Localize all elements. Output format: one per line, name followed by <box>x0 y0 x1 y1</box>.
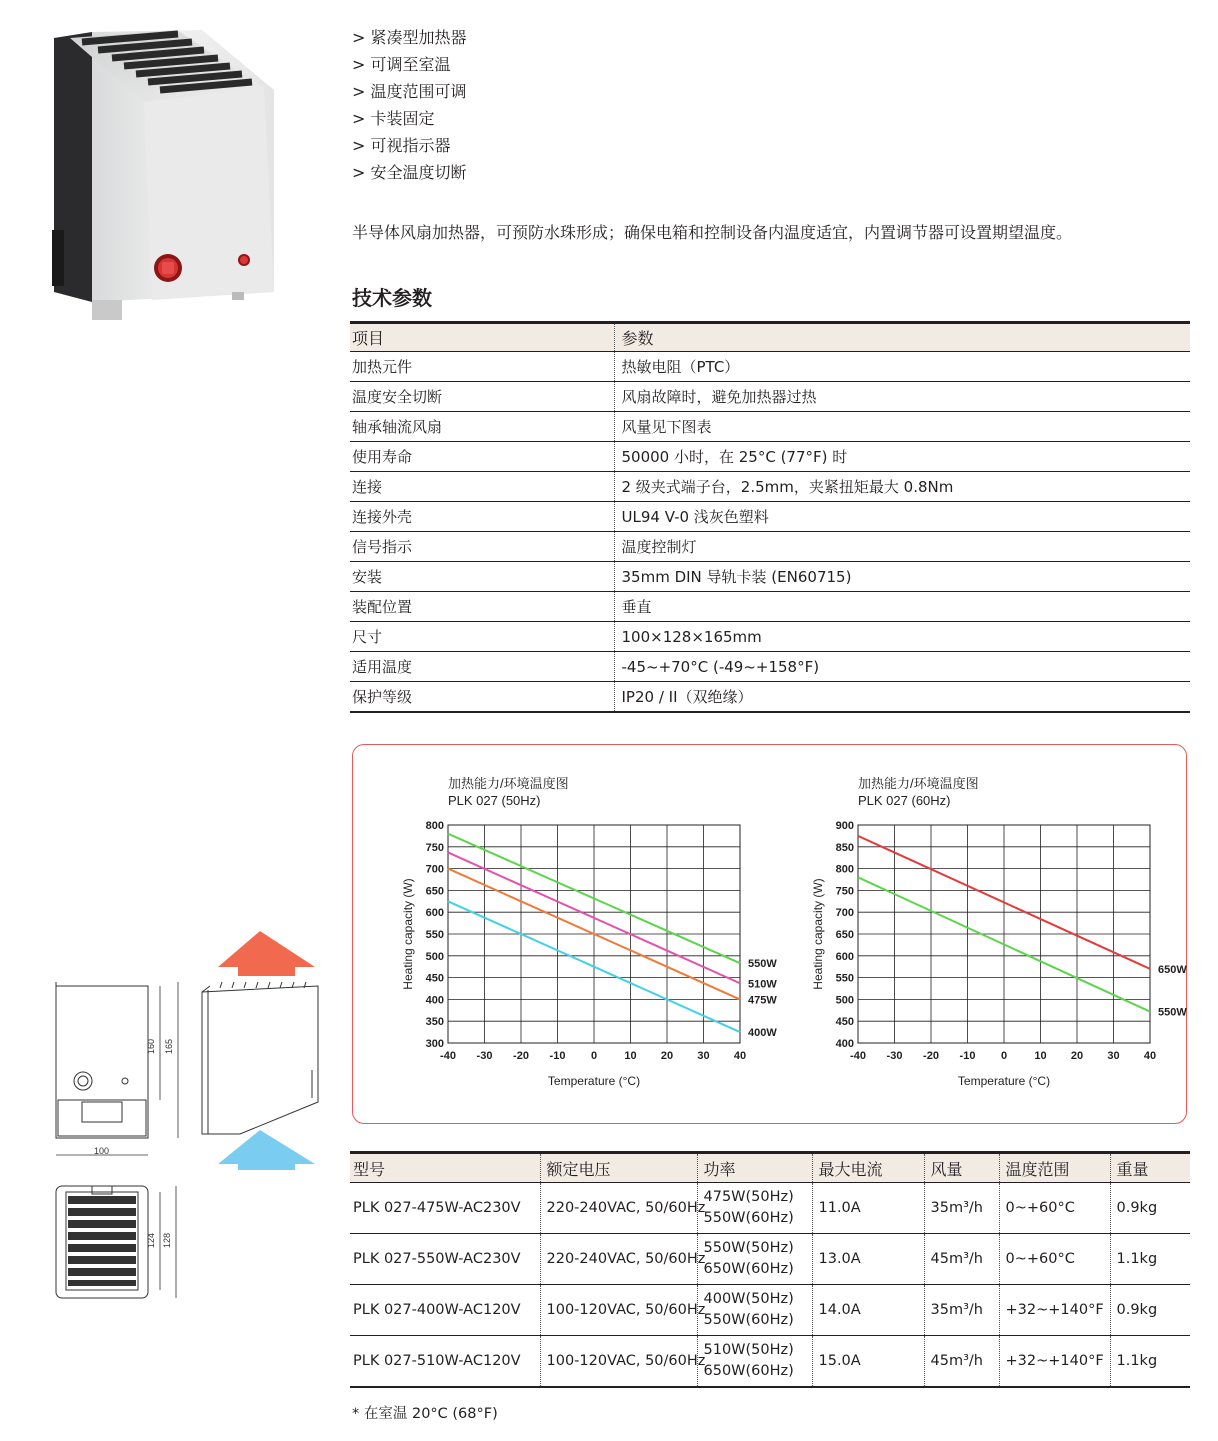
series-label: 400W <box>748 1027 777 1040</box>
spec-value: 2 级夹式端子台，2.5mm，夹紧扭矩最大 0.8Nm <box>614 472 1190 502</box>
spec-key: 保护等级 <box>350 682 614 713</box>
spec-row <box>350 592 1190 622</box>
hot-air-arrow-icon <box>218 931 315 976</box>
model-cell: PLK 027-550W-AC230V <box>350 1234 540 1285</box>
airflow-cell: 35m³/h <box>924 1285 999 1336</box>
spec-header-param: 参数 <box>614 323 1190 352</box>
model-row <box>350 1234 1190 1285</box>
heating-capacity-chart-60hz <box>783 771 1187 1111</box>
y-tick-label: 650 <box>835 929 854 941</box>
temp-range-cell: 0~+60°C <box>999 1234 1110 1285</box>
weight-cell: 0.9kg <box>1110 1285 1190 1336</box>
feature-item: > 可视指示器 <box>352 136 451 155</box>
y-tick-label: 900 <box>835 820 854 832</box>
y-tick-label: 650 <box>425 885 444 898</box>
y-tick-label: 800 <box>835 863 854 876</box>
dim-depth-label-1: 124 <box>146 1232 156 1248</box>
spec-key: 轴承轴流风扇 <box>350 412 614 442</box>
chart-subtitle: PLK 027 (60Hz) <box>858 793 951 808</box>
feature-item: > 可调至室温 <box>352 55 451 74</box>
dim-width-label: 100 <box>94 1146 110 1156</box>
footnote: * 在室温 20°C (68°F) <box>352 1406 498 1422</box>
y-tick-label: 400 <box>425 994 444 1007</box>
power-cell <box>697 1285 812 1336</box>
spec-row <box>350 562 1190 592</box>
power-cell <box>697 1336 812 1388</box>
model-header-cell: 最大电流 <box>812 1153 924 1183</box>
x-axis-label: Temperature (°C) <box>957 1074 1051 1088</box>
spec-row <box>350 382 1190 412</box>
power-60hz: 650W(60Hz) <box>703 1363 794 1379</box>
y-tick-label: 600 <box>835 950 854 963</box>
x-tick-label: 20 <box>1070 1050 1084 1062</box>
temp-range-cell: +32~+140°F <box>999 1285 1110 1336</box>
model-header-cell: 功率 <box>697 1153 812 1183</box>
spec-row <box>350 352 1190 382</box>
weight-cell: 0.9kg <box>1110 1183 1190 1234</box>
temp-range-cell: +32~+140°F <box>999 1336 1110 1388</box>
spec-key: 加热元件 <box>350 352 614 382</box>
model-cell: PLK 027-400W-AC120V <box>350 1285 540 1336</box>
chart-title: 加热能力/环境温度图 <box>448 776 569 791</box>
x-tick-label: -20 <box>923 1050 939 1062</box>
y-tick-label: 700 <box>425 863 444 876</box>
model-row <box>350 1183 1190 1234</box>
y-tick-label: 350 <box>425 1016 444 1029</box>
power-60hz: 550W(60Hz) <box>703 1210 794 1226</box>
x-tick-label: 40 <box>733 1050 747 1062</box>
spec-value: 垂直 <box>614 592 1190 622</box>
cold-air-arrow-icon <box>218 1130 315 1170</box>
x-tick-label: 20 <box>660 1050 674 1062</box>
power-60hz: 550W(60Hz) <box>703 1312 794 1328</box>
spec-key: 适用温度 <box>350 652 614 682</box>
airflow-cell: 45m³/h <box>924 1234 999 1285</box>
spec-row <box>350 622 1190 652</box>
model-cell: PLK 027-510W-AC120V <box>350 1336 540 1388</box>
model-header-cell: 型号 <box>350 1153 540 1183</box>
spec-value: 风量见下图表 <box>614 412 1190 442</box>
y-tick-label: 500 <box>835 994 854 1007</box>
model-row <box>350 1285 1190 1336</box>
feature-item: > 紧凑型加热器 <box>352 28 467 47</box>
spec-row <box>350 502 1190 532</box>
power-60hz: 650W(60Hz) <box>703 1261 794 1277</box>
power-50hz: 475W(50Hz) <box>703 1189 794 1205</box>
spec-key: 使用寿命 <box>350 442 614 472</box>
x-tick-label: 40 <box>1143 1050 1157 1062</box>
series-label: 510W <box>748 978 777 991</box>
current-cell: 13.0A <box>812 1234 924 1285</box>
spec-table-header <box>350 323 1190 352</box>
spec-key: 连接 <box>350 472 614 502</box>
current-cell: 14.0A <box>812 1285 924 1336</box>
spec-key: 尺寸 <box>350 622 614 652</box>
model-header-cell: 温度范围 <box>999 1153 1110 1183</box>
y-tick-label: 500 <box>425 950 444 963</box>
spec-key: 信号指示 <box>350 532 614 562</box>
series-label: 550W <box>1158 1006 1187 1019</box>
airflow-cell: 35m³/h <box>924 1183 999 1234</box>
y-tick-label: 450 <box>425 972 444 985</box>
model-header-cell: 额定电压 <box>540 1153 697 1183</box>
feature-item: > 安全温度切断 <box>352 163 467 182</box>
spec-value: -45~+70°C (-49~+158°F) <box>614 652 1190 682</box>
feature-item: > 卡装固定 <box>352 109 435 128</box>
power-50hz: 400W(50Hz) <box>703 1291 794 1307</box>
spec-key: 温度安全切断 <box>350 382 614 412</box>
chart-panel <box>352 744 1187 1124</box>
x-tick-label: -10 <box>959 1050 976 1062</box>
series-label: 475W <box>748 994 777 1007</box>
y-axis-label: Heating capacity (W) <box>401 878 415 990</box>
y-tick-label: 750 <box>425 841 444 854</box>
y-tick-label: 550 <box>835 972 854 985</box>
x-tick-label: 30 <box>697 1050 710 1062</box>
y-axis-label: Heating capacity (W) <box>811 878 825 990</box>
x-tick-label: 10 <box>1034 1050 1047 1062</box>
voltage-cell: 220-240VAC, 50/60Hz <box>540 1234 697 1285</box>
voltage-cell: 220-240VAC, 50/60Hz <box>540 1183 697 1234</box>
spec-value: 100×128×165mm <box>614 622 1190 652</box>
feature-list <box>352 24 467 186</box>
power-cell <box>697 1183 812 1234</box>
weight-cell: 1.1kg <box>1110 1234 1190 1285</box>
spec-value: IP20 / II（双绝缘） <box>614 682 1190 713</box>
spec-row <box>350 652 1190 682</box>
model-table <box>350 1151 1190 1388</box>
spec-value: 热敏电阻（PTC） <box>614 352 1190 382</box>
x-tick-label: -10 <box>549 1050 566 1062</box>
x-tick-label: -40 <box>850 1050 866 1062</box>
spec-row <box>350 412 1190 442</box>
spec-row <box>350 532 1190 562</box>
spec-key: 连接外壳 <box>350 502 614 532</box>
model-row <box>350 1336 1190 1388</box>
current-cell: 11.0A <box>812 1183 924 1234</box>
model-table-header <box>350 1153 1190 1183</box>
chart-title: 加热能力/环境温度图 <box>858 776 979 791</box>
y-tick-label: 750 <box>835 885 854 898</box>
x-axis-label: Temperature (°C) <box>547 1074 641 1088</box>
x-tick-label: 0 <box>590 1050 598 1062</box>
power-50hz: 550W(50Hz) <box>703 1240 794 1256</box>
x-tick-label: 10 <box>624 1050 637 1062</box>
spec-value: 35mm DIN 导轨卡装 (EN60715) <box>614 562 1190 592</box>
dim-height-label-2: 165 <box>164 1038 174 1054</box>
spec-row <box>350 442 1190 472</box>
power-cell <box>697 1234 812 1285</box>
y-tick-label: 800 <box>425 820 444 832</box>
airflow-cell: 45m³/h <box>924 1336 999 1388</box>
temp-range-cell: 0~+60°C <box>999 1183 1110 1234</box>
series-label: 650W <box>1158 963 1187 976</box>
x-tick-label: 30 <box>1107 1050 1120 1062</box>
weight-cell: 1.1kg <box>1110 1336 1190 1388</box>
spec-row <box>350 472 1190 502</box>
current-cell: 15.0A <box>812 1336 924 1388</box>
voltage-cell: 100-120VAC, 50/60Hz <box>540 1285 697 1336</box>
y-tick-label: 850 <box>835 841 854 854</box>
model-cell: PLK 027-475W-AC230V <box>350 1183 540 1234</box>
dimension-drawings <box>50 930 330 1310</box>
spec-header-item: 项目 <box>350 323 614 352</box>
model-header-cell: 重量 <box>1110 1153 1190 1183</box>
dim-height-label-1: 160 <box>146 1038 156 1054</box>
x-tick-label: 0 <box>1000 1050 1008 1062</box>
chart-subtitle: PLK 027 (50Hz) <box>448 793 541 808</box>
feature-item: > 温度范围可调 <box>352 82 467 101</box>
spec-table <box>350 321 1190 713</box>
y-tick-label: 550 <box>425 929 444 941</box>
spec-key: 安装 <box>350 562 614 592</box>
model-header-cell: 风量 <box>924 1153 999 1183</box>
x-tick-label: -40 <box>440 1050 456 1062</box>
voltage-cell: 100-120VAC, 50/60Hz <box>540 1336 697 1388</box>
spec-key: 装配位置 <box>350 592 614 622</box>
y-tick-label: 450 <box>835 1016 854 1029</box>
y-tick-label: 400 <box>835 1038 854 1050</box>
product-description: 半导体风扇加热器，可预防水珠形成；确保电箱和控制设备内温度适宜，内置调节器可设置期望温度。 <box>352 223 1073 242</box>
spec-section-title: 技术参数 <box>352 286 432 310</box>
heating-capacity-chart-50hz <box>373 771 777 1111</box>
product-photo <box>52 30 284 322</box>
spec-value: 风扇故障时，避免加热器过热 <box>614 382 1190 412</box>
y-tick-label: 700 <box>835 907 854 920</box>
spec-value: 温度控制灯 <box>614 532 1190 562</box>
dim-depth-label-2: 128 <box>162 1232 172 1248</box>
y-tick-label: 300 <box>425 1038 444 1050</box>
x-tick-label: -20 <box>513 1050 529 1062</box>
x-tick-label: -30 <box>886 1050 903 1062</box>
x-tick-label: -30 <box>476 1050 493 1062</box>
spec-value: UL94 V-0 浅灰色塑料 <box>614 502 1190 532</box>
series-label: 550W <box>748 958 777 971</box>
spec-value: 50000 小时，在 25°C (77°F) 时 <box>614 442 1190 472</box>
y-tick-label: 600 <box>425 907 444 920</box>
spec-row <box>350 682 1190 713</box>
power-50hz: 510W(50Hz) <box>703 1342 794 1358</box>
